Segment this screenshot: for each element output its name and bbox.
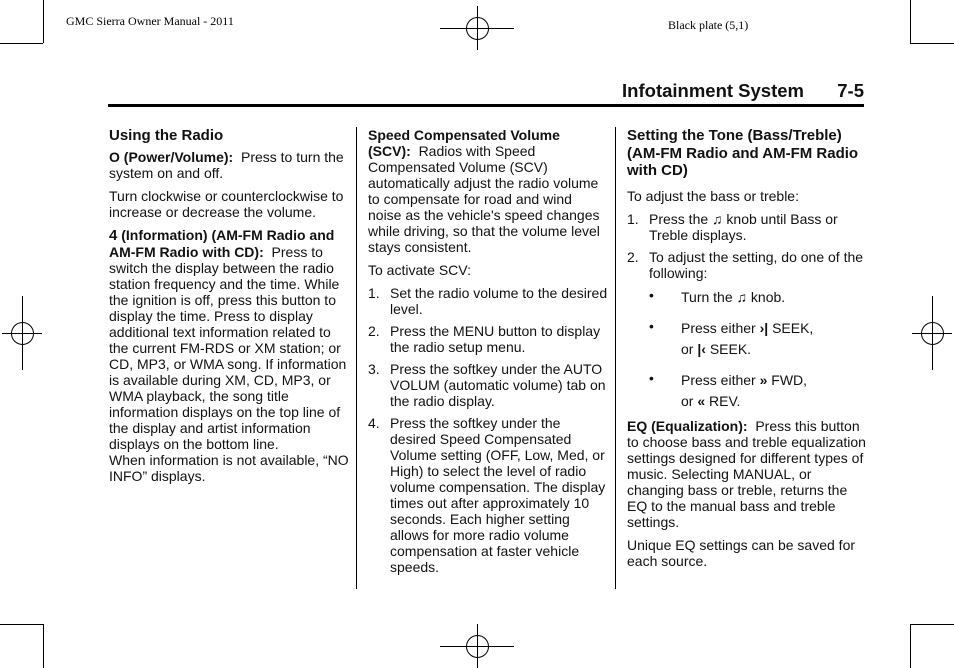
eq-text: Press this button to choose bass and treble equalization settings designed for different types of music. Selecting MANUAL, or changing bass or treble, returns the EQ to the manual bass and treble settings. xyxy=(627,417,866,530)
bullet-text: SEEK, xyxy=(772,319,814,336)
section-heading: Setting the Tone (Bass/Treble) (AM-FM Radio and AM-FM Radio with CD) xyxy=(627,127,859,179)
crop-mark xyxy=(0,624,43,625)
noinfo-paragraph: When information is not available, “NO INFO” displays. xyxy=(109,451,349,484)
plate-label: Black plate (5,1) xyxy=(668,18,749,32)
column-1 xyxy=(109,127,349,491)
power-paragraph xyxy=(109,149,349,181)
list-item xyxy=(627,211,867,243)
step-number: 1. xyxy=(368,285,380,301)
rewind-icon: « xyxy=(697,392,706,409)
seek-back-icon: |‹ xyxy=(697,340,706,357)
crop-mark xyxy=(910,0,911,43)
bullet-text: FWD, xyxy=(771,371,808,388)
step-number: 3. xyxy=(368,361,380,377)
crop-mark xyxy=(910,624,954,625)
step-number: 1. xyxy=(627,210,639,227)
bullet: • xyxy=(649,369,654,386)
eq-paragraph xyxy=(627,418,867,530)
power-label: (Power/Volume): xyxy=(123,148,234,165)
list-item xyxy=(368,323,608,355)
scv-paragraph xyxy=(368,127,608,255)
list-item xyxy=(627,287,867,308)
list-item xyxy=(368,285,608,317)
column-divider xyxy=(356,127,357,589)
bullet-text: knob. xyxy=(750,288,786,305)
registration-mark xyxy=(2,296,42,370)
list-item xyxy=(368,361,608,409)
step-text: To adjust the setting, do one of the following: xyxy=(649,248,864,281)
step-text: knob until Bass or Treble displays. xyxy=(649,210,838,243)
section-title: Infotainment System xyxy=(622,80,804,101)
step-text: Press the xyxy=(649,210,709,227)
info-text: Press to switch the display between the radio station frequency and the time. While the ignition is off, press this button to display the time. Press to display additional text information related to the current FM-RDS or XM station; or CD, MP3, or WMA song. If information is available during XM, CD, MP3, or WMA playback, the song title information displays on the top line of the display and artist information displays on the bottom line. xyxy=(109,243,347,452)
step-text: Press the softkey under the desired Speed Compensated Volume setting (OFF, Low, Med, or High) to select the level of radio volume compensation. The display times out after approximately 10 seconds. Each higher setting allows for more radio volume compensation at faster vehicle speeds. xyxy=(390,415,606,575)
crop-mark xyxy=(910,624,911,668)
list-item xyxy=(368,415,608,575)
bullet: • xyxy=(649,317,654,334)
power-text: Press to turn the system on and off. xyxy=(109,148,344,181)
list-item xyxy=(627,249,867,281)
registration-mark xyxy=(440,624,514,668)
info-paragraph xyxy=(109,227,349,452)
step-text: Press the MENU button to display the radio setup menu. xyxy=(390,323,601,355)
bullet: • xyxy=(649,286,654,303)
tone-options xyxy=(627,287,867,412)
music-note-icon: ♫ xyxy=(736,288,748,305)
crop-mark xyxy=(910,43,954,44)
bullet-text: REV. xyxy=(709,392,741,409)
info-icon: 4 xyxy=(109,226,118,244)
bullet-text: Press either xyxy=(681,371,756,388)
list-item xyxy=(627,318,867,360)
music-note-icon: ♫ xyxy=(712,210,723,227)
unique-paragraph: Unique EQ settings can be saved for each source. xyxy=(627,536,856,569)
bullet-text: SEEK. xyxy=(709,340,752,357)
running-header xyxy=(108,80,864,107)
step-number: 4. xyxy=(368,415,380,431)
bullet-text: or xyxy=(681,340,694,357)
bullet-text: Turn the xyxy=(681,288,733,305)
turn-paragraph: Turn clockwise or counterclockwise to increase or decrease the volume. xyxy=(109,187,344,220)
scv-label: Speed Compensated Volume (SCV): xyxy=(368,127,560,159)
manual-title: GMC Sierra Owner Manual - 2011 xyxy=(66,14,234,28)
tone-intro: To adjust the bass or treble: xyxy=(627,187,799,204)
crop-mark xyxy=(43,0,44,43)
section-heading: Using the Radio xyxy=(109,127,224,144)
info-label: (Information) (AM-FM Radio and AM-FM Radio with CD): xyxy=(109,226,335,260)
activate-text: To activate SCV: xyxy=(368,262,471,278)
scv-steps xyxy=(368,285,608,575)
seek-forward-icon: ›| xyxy=(759,319,769,336)
step-number: 2. xyxy=(368,323,380,339)
step-text: Press the softkey under the AUTO VOLUM (automatic volume) tab on the radio display. xyxy=(390,361,606,409)
list-item xyxy=(627,370,867,412)
column-3 xyxy=(627,127,867,576)
bullet-text: Press either xyxy=(681,319,756,336)
column-2 xyxy=(368,127,608,581)
registration-mark xyxy=(440,6,514,50)
step-text: Set the radio volume to the desired level. xyxy=(390,285,608,317)
page-number: 7-5 xyxy=(837,80,864,101)
crop-mark xyxy=(43,624,44,668)
registration-mark xyxy=(912,296,952,370)
step-number: 2. xyxy=(627,248,639,265)
column-divider xyxy=(615,127,616,589)
bullet-text: or xyxy=(681,392,694,409)
fast-forward-icon: » xyxy=(759,371,768,388)
power-icon: O xyxy=(109,148,120,165)
eq-label: EQ (Equalization): xyxy=(627,417,748,434)
tone-steps xyxy=(627,211,867,281)
crop-mark xyxy=(0,43,43,44)
scv-text: Radios with Speed Compensated Volume (SCV) automatically adjust the radio volume to compensate for road and wind noise as the vehicle's speed changes while driving, so that the volume level stays consistent. xyxy=(368,143,600,255)
